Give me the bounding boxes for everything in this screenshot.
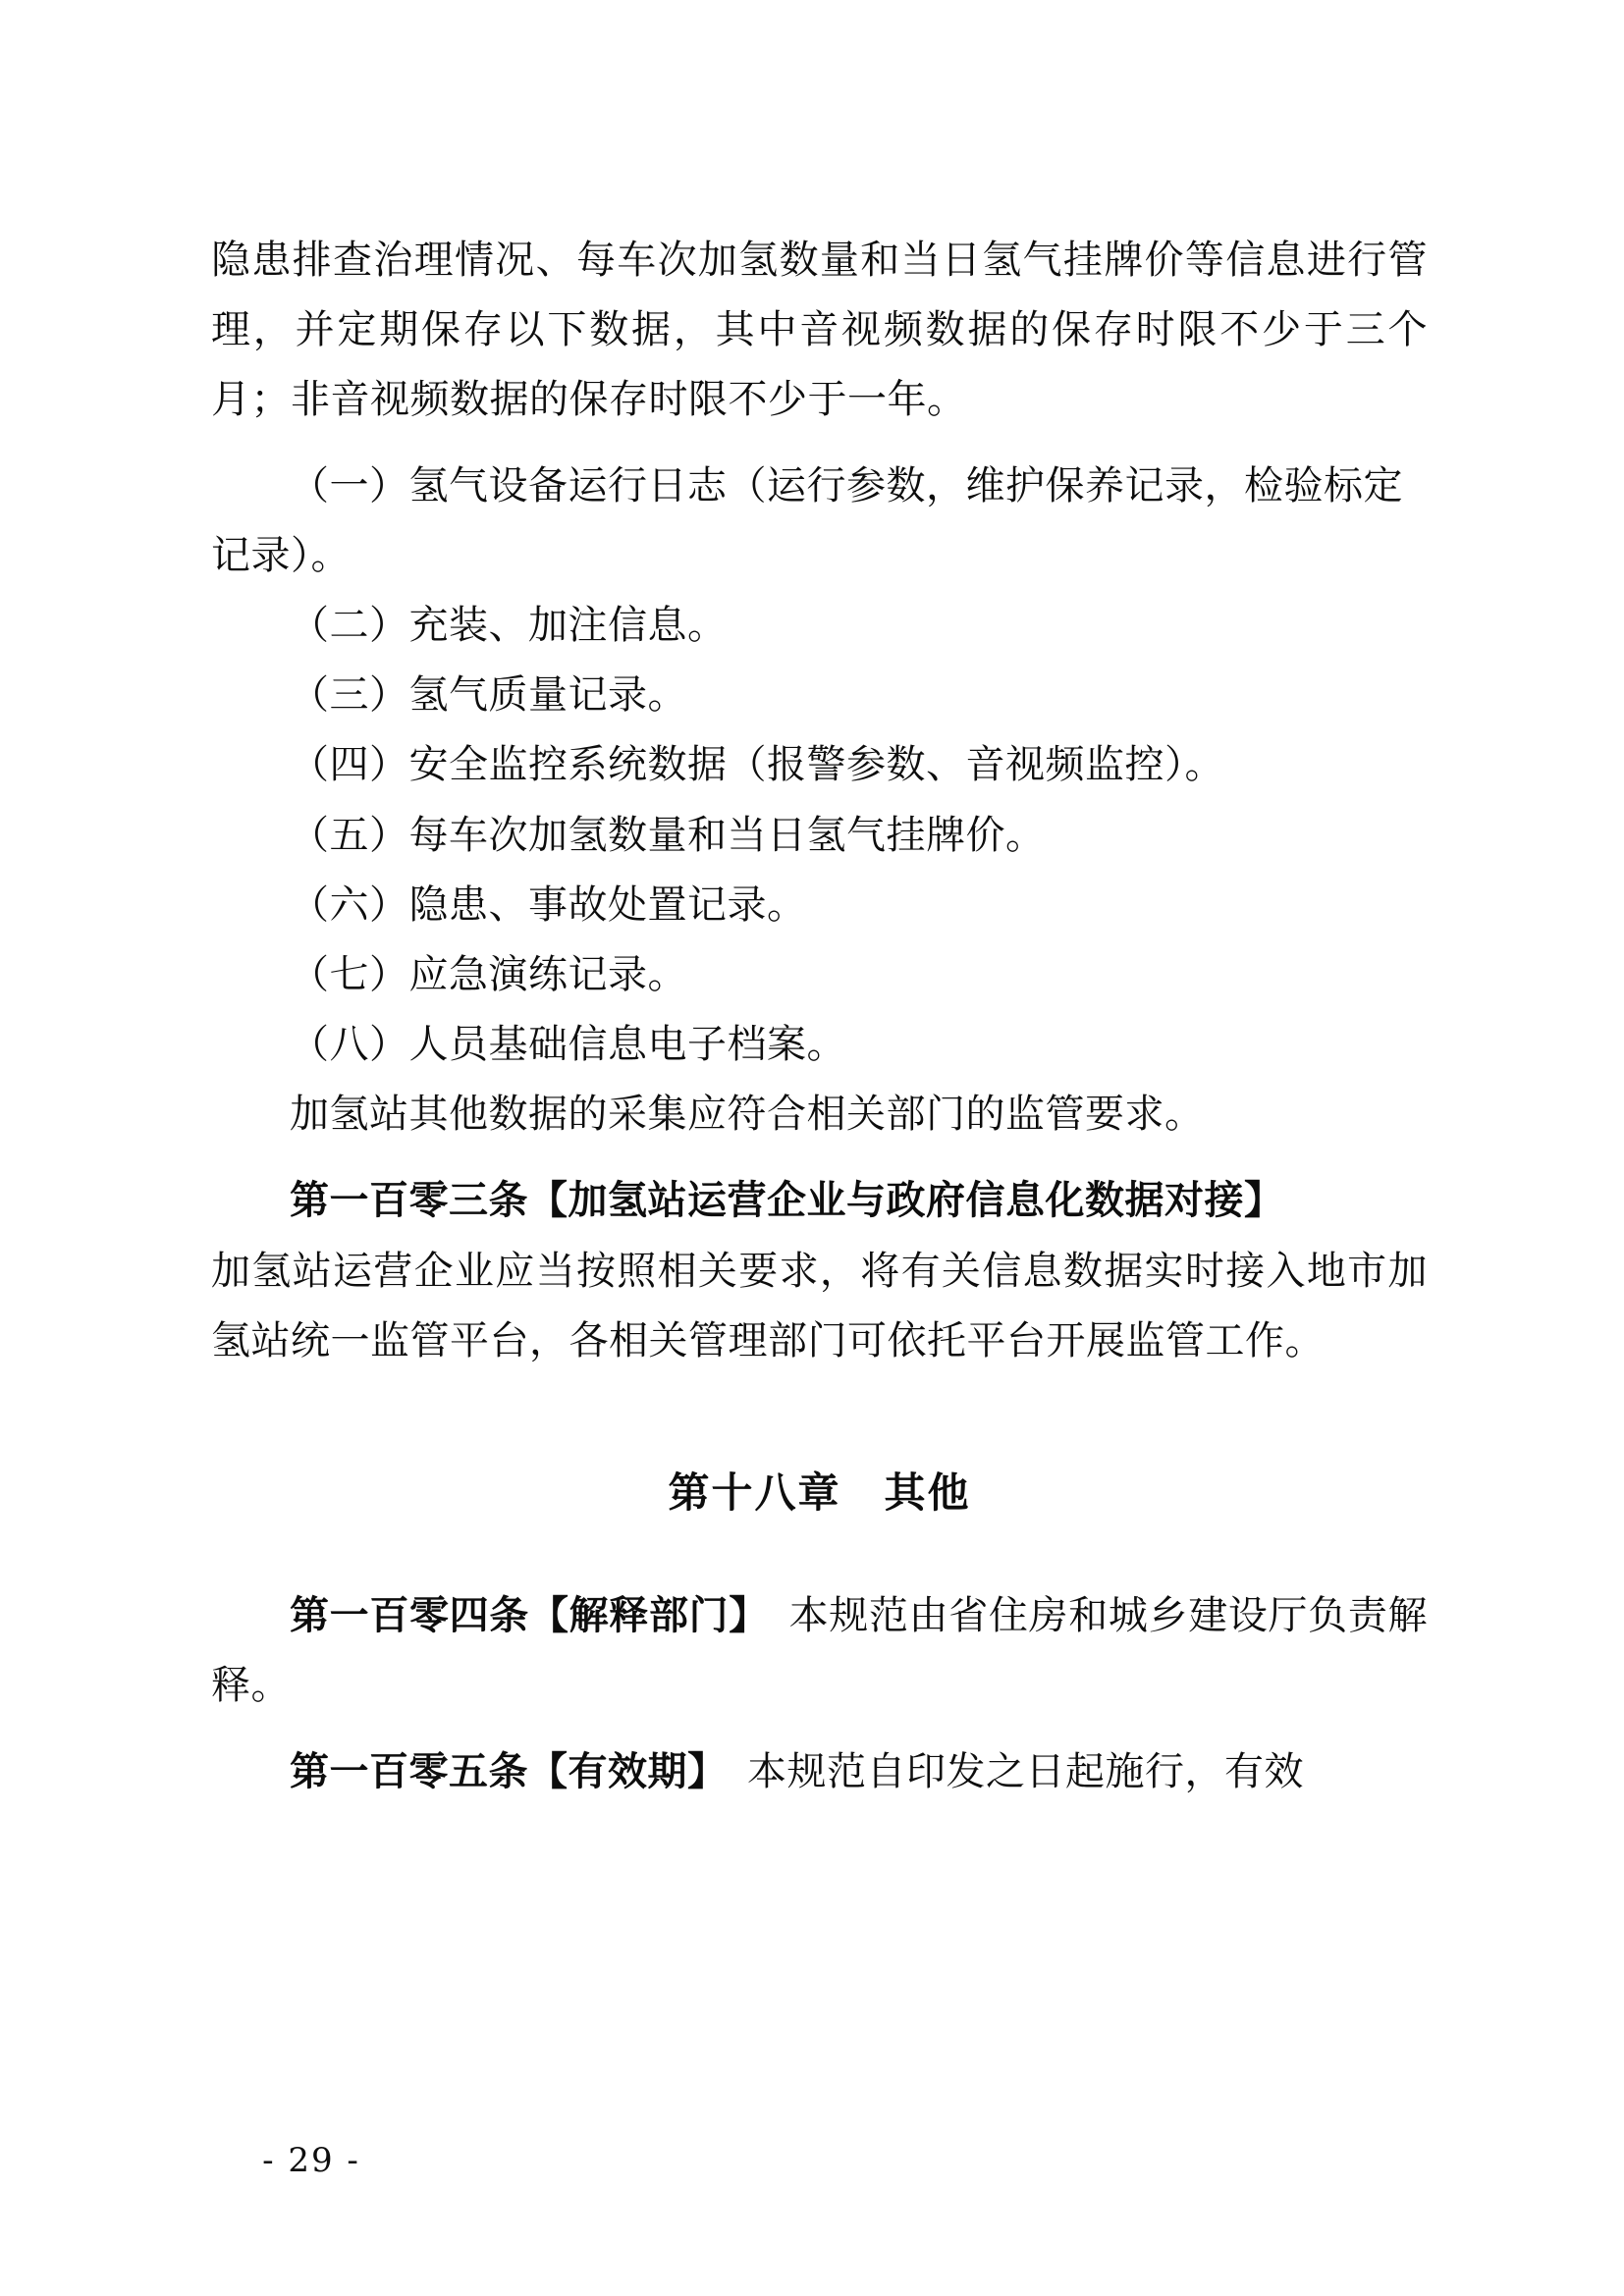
spacer [211,1520,1428,1580]
article-104 [211,1580,1428,1721]
list-item-marker: （四） [290,742,409,788]
list-item [211,661,1428,730]
list-item-text: 氢气设备运行日志（运行参数，维护保养记录，检验标定记录）。 [211,462,1403,578]
list-item [211,801,1428,871]
list-item-text: 氢气质量记录。 [408,672,687,719]
list-item [211,591,1428,661]
list-item [211,940,1428,1010]
list-item-marker: （七） [290,951,409,997]
list-item [211,1010,1428,1080]
article-105 [211,1736,1428,1807]
article-103-heading: 第一百零三条【加氢站运营企业与政府信息化数据对接】 [290,1177,1284,1224]
list-item-marker: （一） [290,462,409,508]
list-item-text: 人员基础信息电子档案。 [408,1022,846,1068]
article-105-heading: 第一百零五条【有效期】 [290,1748,708,1795]
list-item-marker: （五） [290,812,409,858]
page-footer [0,2141,1624,2180]
article-103-body: 加氢站运营企业应当按照相关要求，将有关信息数据实时接入地市加氢站统一监管平台，各相关管理部门可依托平台开展监管工作。 [211,1248,1428,1363]
list-item-text: 安全监控系统数据（报警参数、音视频监控）。 [408,742,1224,788]
article-105-body: 本规范自印发之日起施行，有效 [707,1749,1304,1795]
spacer [211,1721,1428,1736]
page-number: - 29 - [262,2141,360,2180]
spacer [211,1376,1428,1461]
list-item [211,730,1428,800]
lead-paragraph: 隐患排查治理情况、每车次加氢数量和当日氢气挂牌价等信息进行管理，并定期保存以下数据，其中音视频数据的保存时限不少于三个月；非音视频数据的保存时限不少于一年。 [211,238,1428,423]
list-item [211,452,1428,591]
list-item-marker: （三） [290,672,409,719]
list-item [211,871,1428,940]
article-103 [211,1165,1428,1236]
article-104-body: 本规范由省住房和城乡建设厅负责解释。 [211,1593,1429,1709]
closing-paragraph: 加氢站其他数据的采集应符合相关部门的监管要求。 [290,1092,1205,1138]
spacer [211,1149,1428,1165]
list-item-marker: （六） [290,881,409,928]
chapter-title: 第十八章 其他 [668,1468,971,1517]
list-item-text: 充装、加注信息。 [408,602,728,648]
list-item-text: 每车次加氢数量和当日氢气挂牌价。 [408,812,1046,858]
list-item-text: 应急演练记录。 [408,951,687,997]
article-104-heading: 第一百零四条【解释部门】 [290,1592,749,1638]
list-item-text: 隐患、事故处置记录。 [408,881,807,928]
list-item-marker: （八） [290,1022,409,1068]
spacer [211,436,1428,452]
list-item-marker: （二） [290,602,409,648]
